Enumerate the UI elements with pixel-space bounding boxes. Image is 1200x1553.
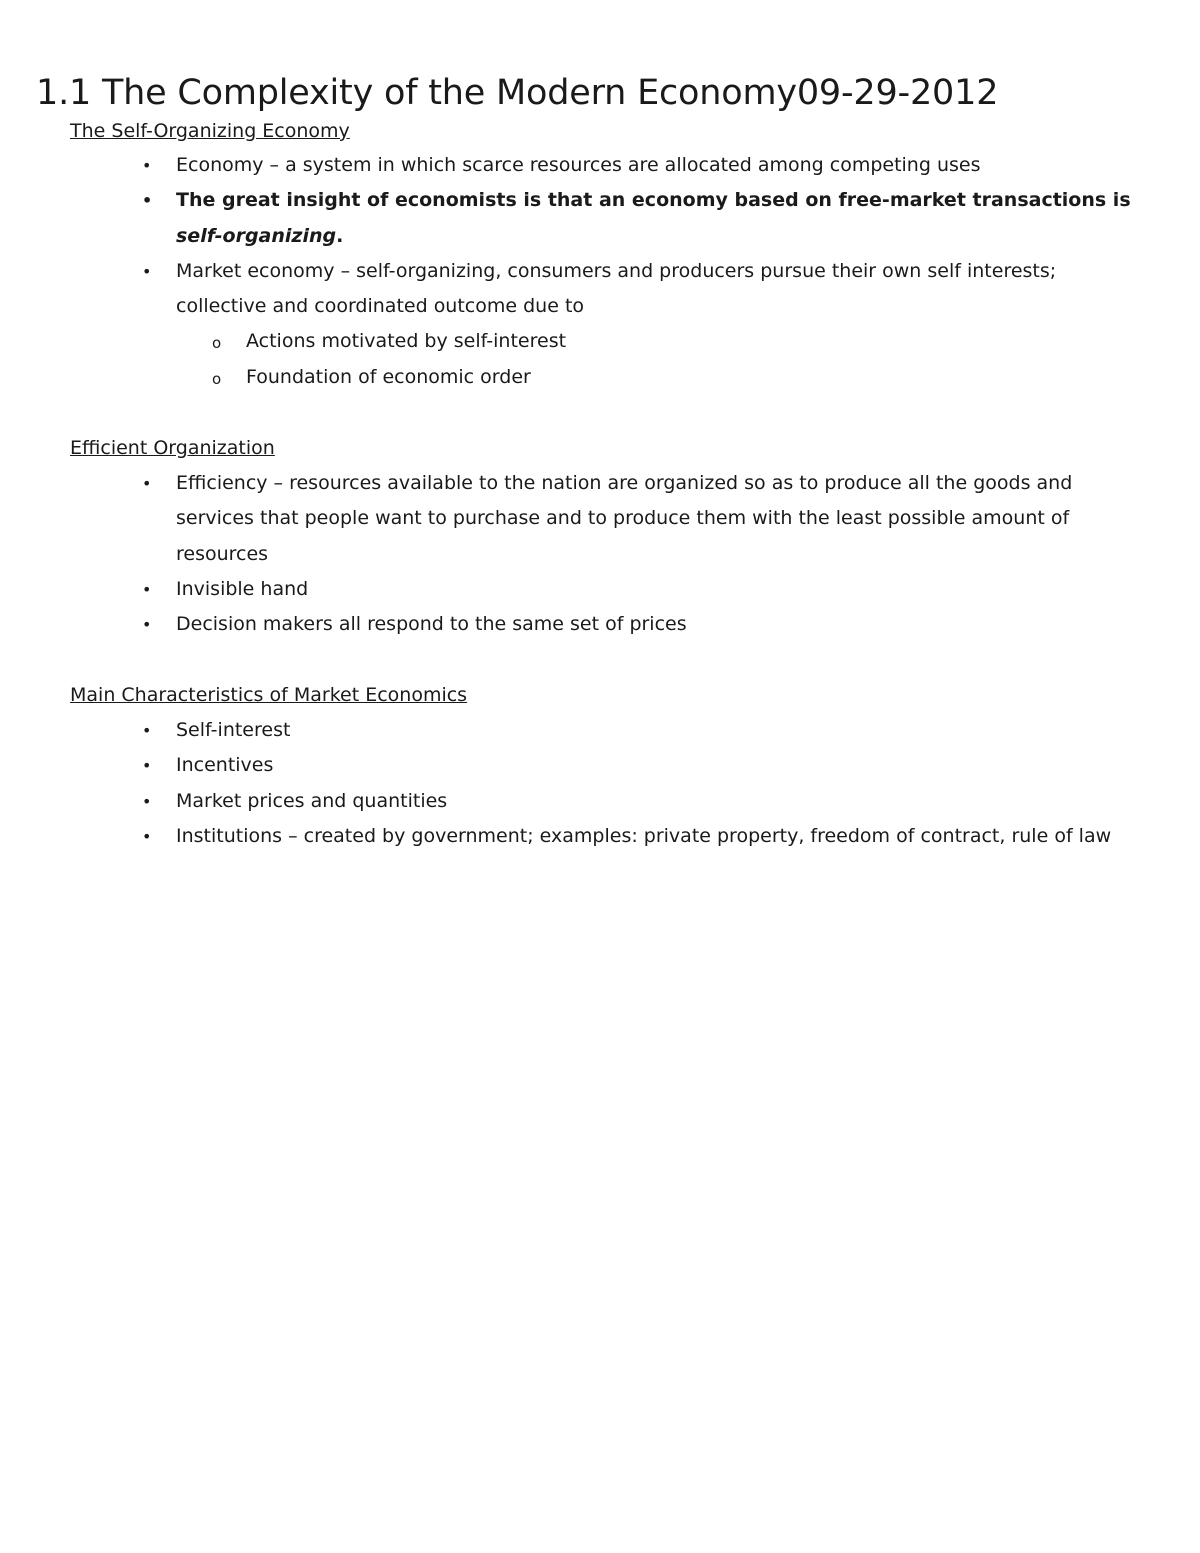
bullet-icon: • <box>142 791 152 811</box>
list-item <box>0 254 1200 325</box>
section-list-market-economics <box>0 713 1200 854</box>
list-item-text: The great insight of economists is that an economy based on free-market transactions is <box>176 189 1131 212</box>
section-heading-self-organizing-economy: The Self-Organizing Economy <box>70 120 350 142</box>
list-item <box>0 819 1200 854</box>
sub-bullet-icon: o <box>212 369 222 388</box>
bullet-icon: • <box>142 826 152 846</box>
list-item <box>0 572 1200 607</box>
list-item-text: Efficiency – resources available to the nation are organized so as to produce all the goods and services that people want to purchase and to produce them with the least possible amount of resources <box>176 472 1073 565</box>
list-item <box>0 748 1200 783</box>
list-item-text: Invisible hand <box>176 577 309 600</box>
bullet-icon: • <box>142 261 152 281</box>
list-item-text: Institutions – created by government; examples: private property, freedom of contract, rule of law <box>176 824 1112 847</box>
list-item-key-insight <box>0 183 1200 254</box>
list-item <box>0 148 1200 183</box>
list-item <box>0 607 1200 642</box>
sub-list-item <box>0 360 1200 395</box>
sub-bullet-icon: o <box>212 334 222 353</box>
section-heading-efficient-organization: Efficient Organization <box>70 437 275 459</box>
list-item-text: Self-interest <box>176 719 291 741</box>
list-item <box>0 713 1200 748</box>
bullet-icon: • <box>142 474 152 493</box>
bullet-icon: • <box>142 156 152 175</box>
bullet-icon: • <box>142 579 152 599</box>
section-heading-market-economics: Main Characteristics of Market Economics <box>70 684 468 706</box>
sub-list-item <box>0 324 1200 359</box>
bullet-icon: • <box>142 191 153 211</box>
bullet-icon: • <box>142 615 152 635</box>
sub-list-item-text: Foundation of economic order <box>246 365 531 388</box>
list-item <box>0 784 1200 819</box>
list-item-text: Market economy – self-organizing, consumers and producers pursue their own self interests; collective and coordinated outcome due to <box>176 259 1057 318</box>
bullet-icon: • <box>142 721 152 740</box>
section-list-self-organizing-economy <box>0 148 1200 395</box>
list-item-text: Economy – a system in which scarce resources are allocated among competing uses <box>176 154 981 176</box>
sub-list-item-text: Actions motivated by self-interest <box>246 330 567 353</box>
list-item-text: Market prices and quantities <box>176 789 448 812</box>
list-item <box>0 466 1200 572</box>
list-item-text: Incentives <box>176 754 274 777</box>
list-item-text: Decision makers all respond to the same set of prices <box>176 613 687 636</box>
list-item-text-tail: . <box>336 224 344 247</box>
bullet-icon: • <box>142 756 152 776</box>
page-title: 1.1 The Complexity of the Modern Economy09-29-2012 <box>36 73 999 113</box>
emphasis-text: self-organizing <box>176 224 337 247</box>
section-list-efficient-organization <box>0 466 1200 642</box>
